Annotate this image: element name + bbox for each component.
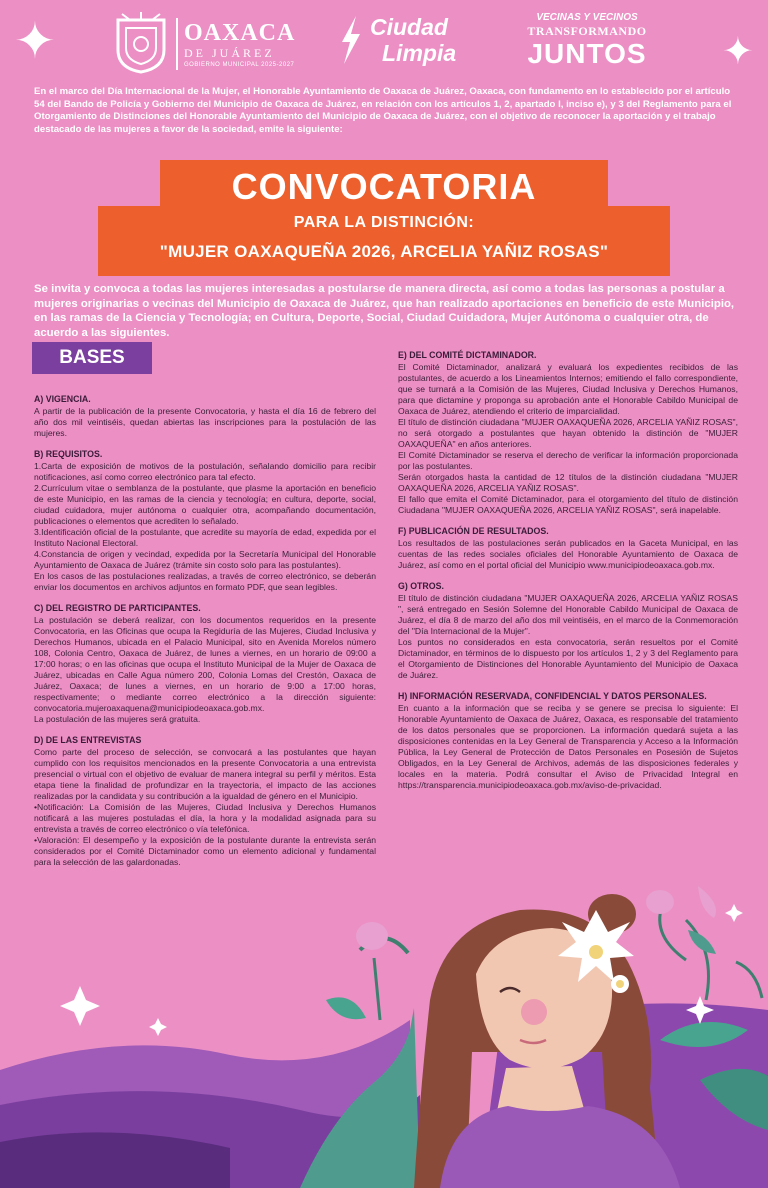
section-heading: A) VIGENCIA. (34, 394, 91, 404)
right-column (398, 350, 738, 801)
section-paragraph: El título de distinción ciudadana "MUJER OAXAQUEÑA 2026, ARCELIA YAÑIZ ROSAS ", será entregado en Sesión Solemne del Honorable Cabildo Municipal de Oaxaca de Juárez, el día 8 de marzo del año dos mil veintiséis, en el marco de la Conmemoración del "Día Internacional de la Mujer". (398, 593, 738, 636)
section-paragraph: La postulación se deberá realizar, con los documentos requeridos en la presente Convocatoria, en las Oficinas que ocupa la Regiduría de las Mujeres, Ciudad Inclusiva y Derechos Humanos, ubicada en el Palacio Municipal, sito en Avenida Morelos número 108, Colonia Centro, Oaxaca de Juárez, de lunes a viernes, en un horario de 09:00 a 17:00 horas; o en las oficinas que ocupa el Instituto Municipal de la Mujer de Oaxaca de Juárez, ubicadas en Calle Agua número 200, Colonia Lomas del Crestón, Oaxaca de Juárez, Oaxaca; de lunes a viernes, en un horario de 9:00 a 17:00 horas, respectivamente; o mediante correo electrónico a la dirección siguiente: convocatoria.mujeroaxaquena@municipiodeoaxaca.gob.mx. (34, 615, 376, 713)
section-paragraph: Los resultados de las postulaciones serán publicados en la Gaceta Municipal, en las cuentas de las redes sociales oficiales del Honorable Ayuntamiento de Oaxaca de Juárez, así como en el portal oficial del Municipio www.municipiodeoaxaca.gob.mx. (398, 538, 738, 570)
bases-section (398, 581, 738, 681)
bases-badge: BASES (32, 342, 152, 374)
logo-ciudad-line1: Ciudad (370, 14, 448, 40)
section-heading: D) DE LAS ENTREVISTAS (34, 735, 142, 745)
logo-oaxaca-line1: OAXACA (184, 20, 296, 46)
section-paragraph: El título de distinción ciudadana "MUJER OAXAQUEÑA 2026, ARCELIA YAÑIZ ROSAS", no será otorgado a postulantes que hayan obtenido la distinción de "MUJER OAXAQUEÑA" en años anteriores. (398, 417, 738, 449)
crest-icon (112, 10, 170, 74)
section-heading: B) REQUISITOS. (34, 449, 103, 459)
bases-section (34, 735, 376, 868)
logo-ciudad-line2: Limpia (382, 40, 457, 66)
section-paragraph: Como parte del proceso de selección, se convocará a las postulantes que hayan cumplido con los requisitos mencionados en la presente Convocatoria a una entrevista presencial o virtual con el objetivo de evaluar de manera integral su perfil y méritos. Esta etapa tiene la finalidad de profundizar en la trayectoria, el impacto de las acciones realizadas por la candidata y su contribución a la igualdad de género en el Municipio. (34, 747, 376, 801)
section-heading: G) OTROS. (398, 581, 444, 591)
sparkle-icon: ✦ (722, 29, 754, 73)
section-paragraph: La postulación de las mujeres será gratuita. (34, 714, 201, 724)
left-column (34, 394, 376, 878)
section-paragraph: Serán otorgados hasta la cantidad de 12 títulos de la distinción ciudadana "MUJER OAXAQUEÑA 2026, ARCELIA YAÑIZ ROSAS". (398, 472, 738, 493)
logo-oaxaca-line3: GOBIERNO MUNICIPAL 2025-2027 (184, 62, 295, 68)
section-paragraph: 4.Constancia de origen y vecindad, expedida por la Secretaría Municipal del Honorable Ayuntamiento de Oaxaca de Juárez (trámite sin costo solo para las postulantes). (34, 549, 376, 570)
section-heading: E) DEL COMITÉ DICTAMINADOR. (398, 350, 537, 360)
section-paragraph: 1.Carta de exposición de motivos de la postulación, señalando domicilio para recibir notificaciones, así como correo electrónico para tal efecto. (34, 461, 376, 482)
section-heading: C) DEL REGISTRO DE PARTICIPANTES. (34, 603, 201, 613)
oaxaca-logo (112, 10, 312, 76)
section-paragraph: 3.Identificación oficial de la postulante, que acredite su mayoría de edad, expedida por el Instituto Nacional Electoral. (34, 527, 376, 548)
bases-section (398, 691, 738, 791)
ciudad-limpia-logo (338, 14, 478, 74)
bases-section (398, 350, 738, 516)
page-title: CONVOCATORIA (231, 166, 537, 207)
bases-section (398, 526, 738, 571)
invitation-paragraph: Se invita y convoca a todas las mujeres interesadas a postularse de manera directa, así como a todas las personas a postular a mujeres originarias o vecinas del Municipio de Oaxaca de Juárez, que han realizado aportaciones en beneficio de este Municipio, en las ramas de la Ciencia y Tecnología; en Cultura, Deporte, Social, Ciudad Cuidadora, Mujer Autónoma o cualquier otra, de acuerdo a las siguientes. (34, 283, 735, 339)
section-paragraph: El fallo que emita el Comité Dictaminador, para el otorgamiento del título de distinción Ciudadana "MUJER OAXAQUEÑA 2026, ARCELIA YAÑIZ ROSAS", será inapelable. (398, 494, 738, 515)
section-heading: H) INFORMACIÓN RESERVADA, CONFIDENCIAL Y DATOS PERSONALES. (398, 691, 707, 701)
logo-oaxaca-line2: DE JUÁREZ (184, 46, 275, 60)
logo-juntos-line2: TRANSFORMANDO (527, 24, 647, 38)
section-paragraph: El Comité Dictaminador se reserva el derecho de verificar la información proporcionada por las postulantes. (398, 450, 738, 471)
section-paragraph: Los puntos no considerados en esta convocatoria, serán resueltos por el Comité Dictaminador, en términos de lo dispuesto por los artículos 1, 2 y 3 del Reglamento para el Otorgamiento de Distinciones del Honorable Ayuntamiento del Municipio de Oaxaca de Juárez. (398, 637, 738, 680)
section-paragraph: 2.Currículum vitae o semblanza de la postulante, que plasme la aportación en beneficio de este Municipio, en las ramas de la ciencia y tecnología; en cultura, deporte, social, ciudad cuidadora, mujer autónoma o cualquier otra, acompañando documentación, publicaciones o elementos que acrediten lo señalado. (34, 483, 376, 526)
section-heading: F) PUBLICACIÓN DE RESULTADOS. (398, 526, 549, 536)
header (0, 0, 768, 82)
logo-juntos-line1: VECINAS Y VECINOS (536, 12, 638, 23)
logo-divider (176, 18, 178, 70)
lightning-bolt-icon (338, 16, 362, 64)
section-paragraph: En los casos de las postulaciones realizadas, a través de correo electrónico, se deberán enviar los documentos en archivos adjuntos en formato PDF, que sean legibles. (34, 571, 376, 592)
section-paragraph: El Comité Dictaminador, analizará y evaluará los expedientes recibidos de las postulantes, de acuerdo a los Lineamientos Internos; emitiendo el fallo correspondiente, que se turnará a la Comisión de las Mujeres, Ciudad Inclusiva y Derechos Humanos, para que dictamine y proponga su aprobación ante el Honorable Cabildo Municipal de Oaxaca de Juárez, atendiendo el criterio de imparcialidad. (398, 362, 738, 416)
sparkle-icon: ✦ (14, 12, 56, 70)
intro-paragraph: En el marco del Día Internacional de la Mujer, el Honorable Ayuntamiento de Oaxaca de Juárez, Oaxaca, con fundamento en lo establecido por el artículo 54 del Bando de Policía y Gobierno del Municipio de Oaxaca de Juárez, en relación con los artículos 1, 2, apartado I, inciso e), y 3 del Reglamento para el Otorgamiento de Distinciones del Honorable Ayuntamiento del Municipio de Oaxaca de Juárez, con el objetivo de reconocer la aportación y el trabajo destacado de las mujeres a favor de la sociedad, emite la siguiente: (34, 86, 732, 135)
section-paragraph: En cuanto a la información que se reciba y se genere se precisa lo siguiente: El Honorable Ayuntamiento de Oaxaca de Juárez, Oaxaca, es responsable del tratamiento de los datos personales que se proporcionen. La información quedará sujeta a las disposiciones contenidas en la Ley General de Transparencia y Acceso a la Información Pública, la Ley General de Protección de Datos Personales en Posesión de Sujetos Obligados, en la Ley General de Archivos, además de las disposiciones federales y locales en la materia. Podrá consultar el Aviso de Privacidad Integral en https://transparencia.municipiodeoaxaca.gob.mx/aviso-de-privacidad. (398, 703, 738, 790)
bases-section (34, 394, 376, 439)
title-subtitle: PARA LA DISTINCIÓN: (293, 214, 475, 231)
logo-juntos-line3: JUNTOS (527, 38, 647, 69)
section-paragraph: •Valoración: El desempeño y la exposición de la postulante durante la entrevista serán considerados por el Comité Dictaminador como un elemento adicional y fundamental para la selección de las galardonadas. (34, 835, 376, 867)
bases-section (34, 449, 376, 593)
section-paragraph: A partir de la publicación de la presente Convocatoria, y hasta el día 16 de febrero del año dos mil veintiséis, quedan abiertas las inscripciones para la postulación de las mujeres. (34, 406, 376, 438)
bases-section (34, 603, 376, 725)
distinction-name: "MUJER OAXAQUEÑA 2026, ARCELIA YAÑIZ ROSAS" (159, 242, 609, 261)
section-paragraph: •Notificación: La Comisión de las Mujeres, Ciudad Inclusiva y Derechos Humanos notificará a las mujeres postuladas el día, la hora y la modalidad asignada para su entrevista a través de correo electrónico o vía telefónica. (34, 802, 376, 834)
woman-illustration (0, 880, 768, 1188)
juntos-logo (512, 12, 662, 72)
